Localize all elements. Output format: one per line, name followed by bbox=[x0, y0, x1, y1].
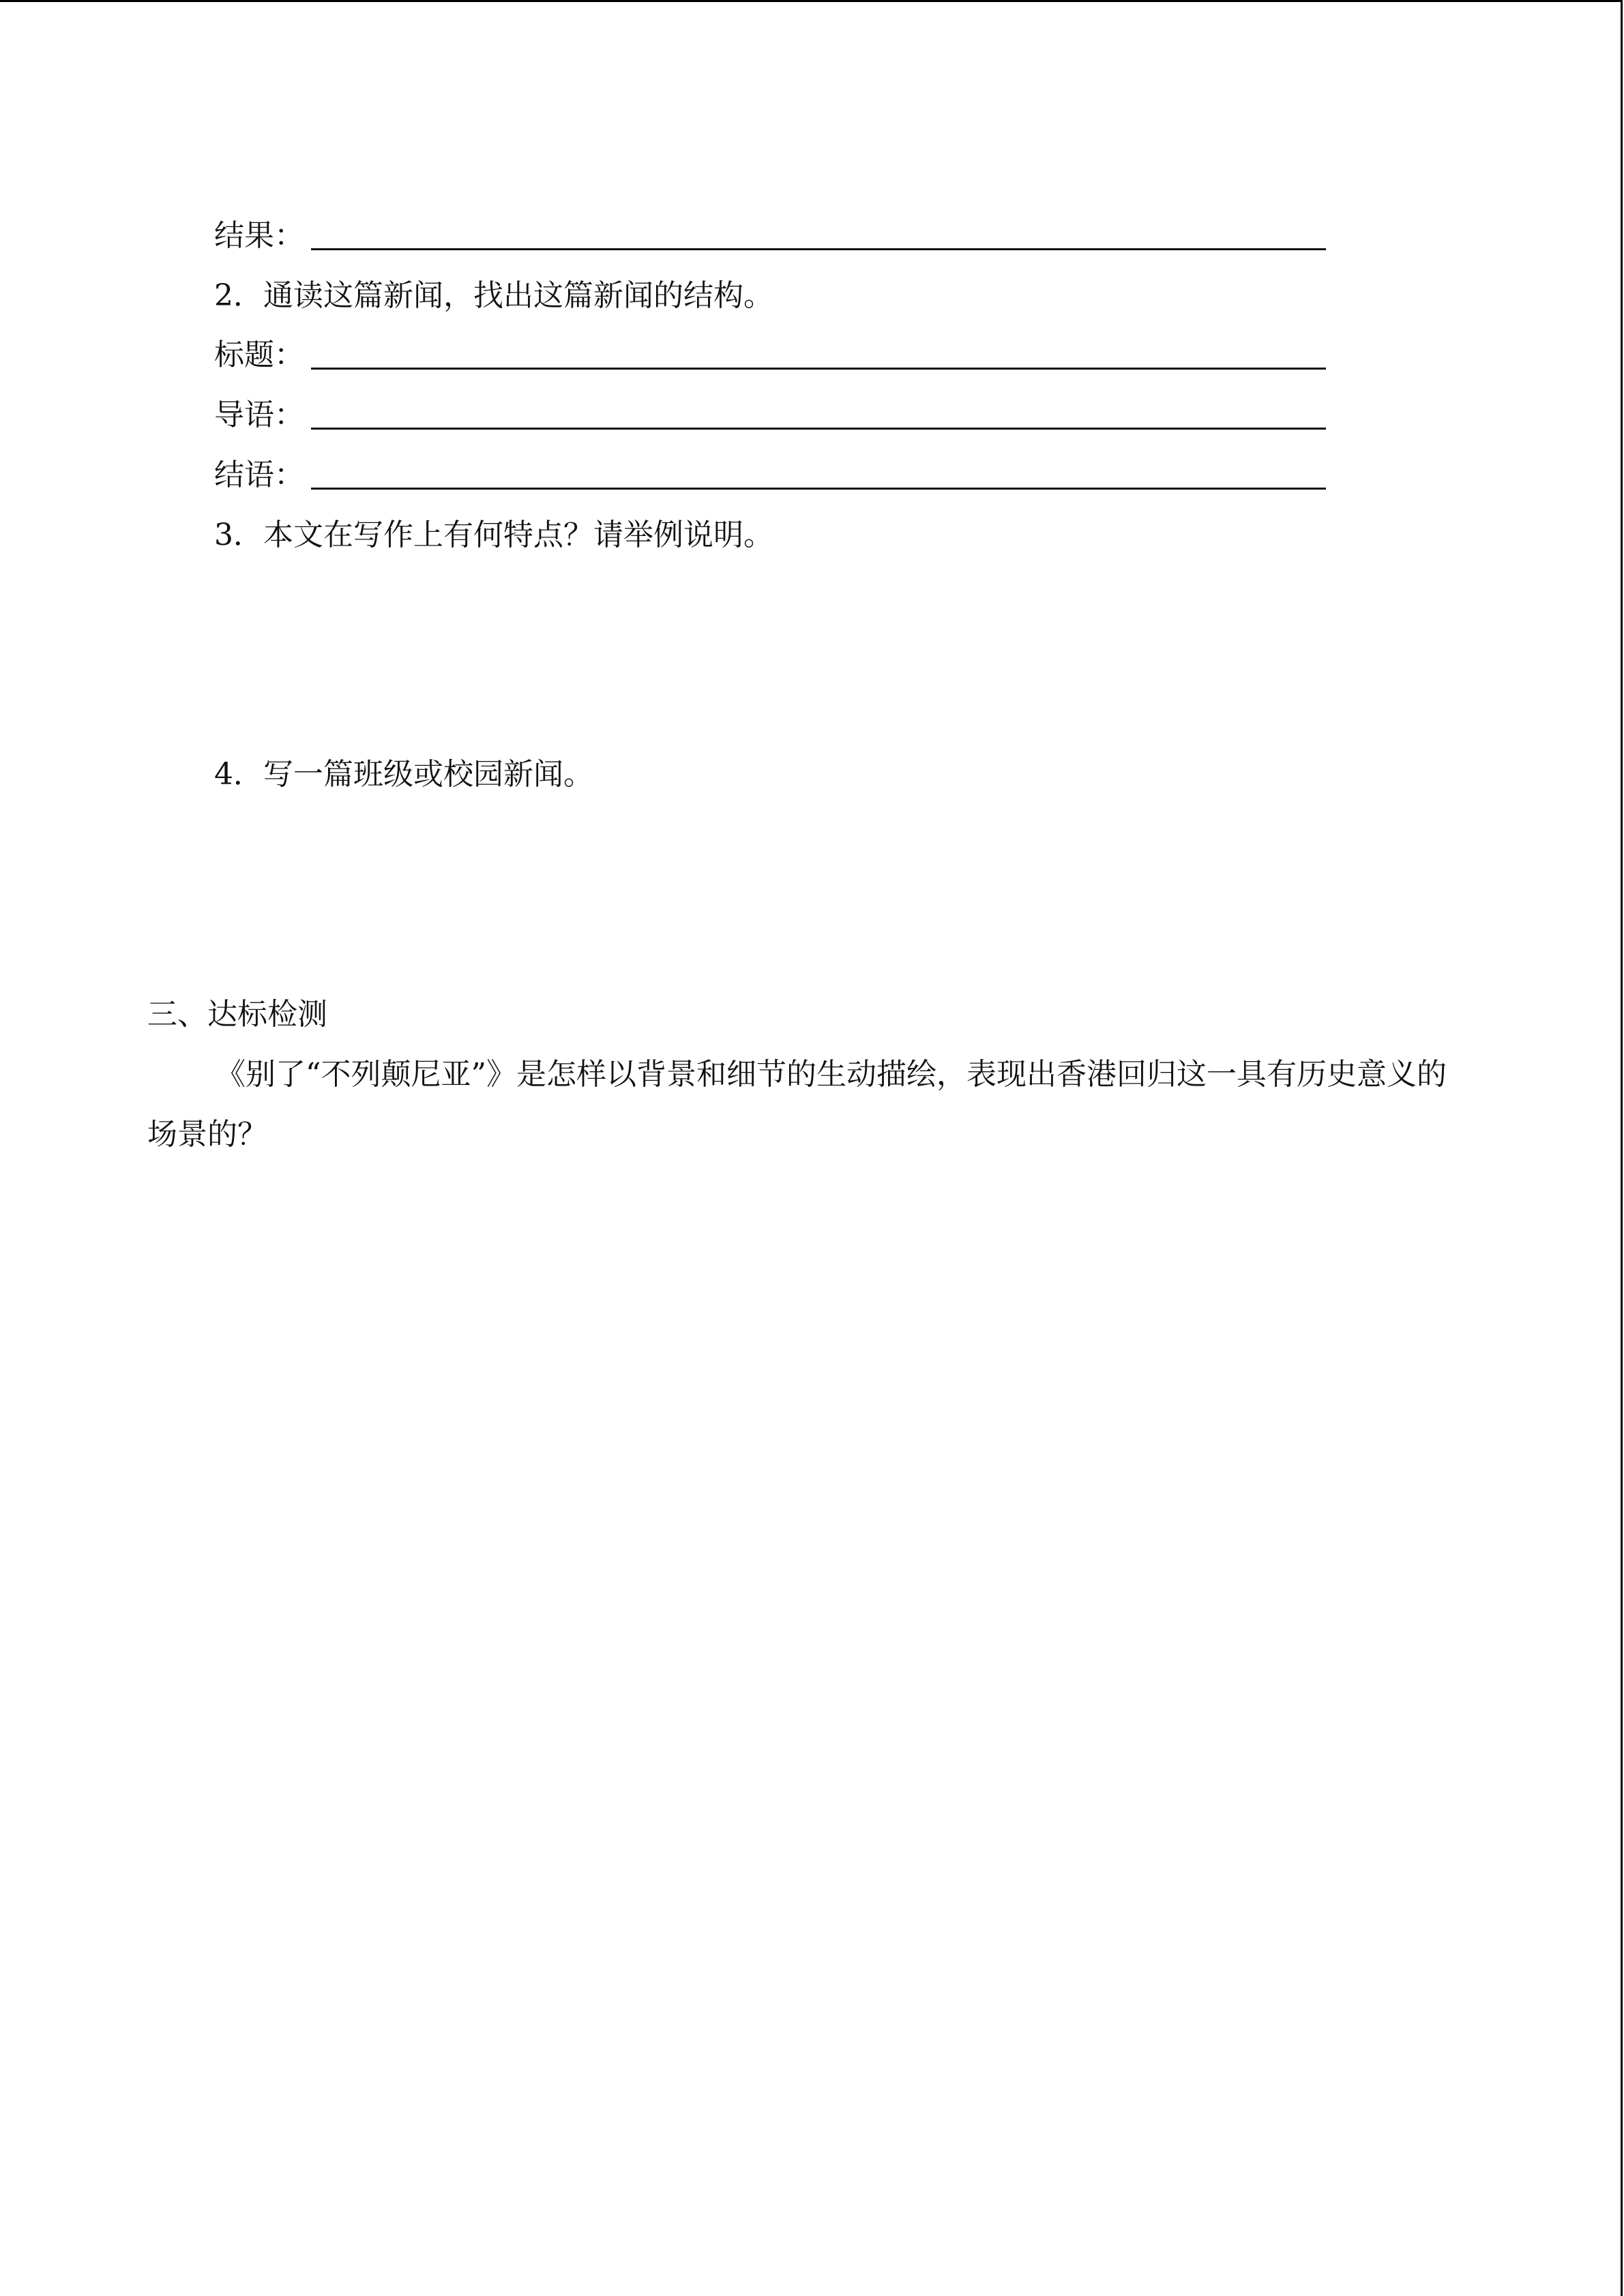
conclusion-label: 结语： bbox=[214, 458, 304, 492]
question-4: 4．写一篇班级或校园新闻。 bbox=[214, 757, 593, 792]
title-label: 标题： bbox=[214, 338, 304, 372]
title-answer-line[interactable] bbox=[311, 368, 1326, 370]
question-2: 2．通读这篇新闻，找出这篇新闻的结构。 bbox=[214, 278, 773, 313]
result-answer-line[interactable] bbox=[311, 248, 1326, 250]
conclusion-answer-line[interactable] bbox=[311, 488, 1326, 490]
question-3: 3．本文在写作上有何特点？请举例说明。 bbox=[214, 518, 773, 552]
section-3-heading: 三、达标检测 bbox=[147, 997, 327, 1032]
lead-field bbox=[214, 395, 1326, 436]
result-label: 结果： bbox=[214, 218, 304, 253]
lead-answer-line[interactable] bbox=[311, 428, 1326, 430]
conclusion-field bbox=[214, 455, 1326, 496]
lead-label: 导语： bbox=[214, 398, 304, 432]
title-field bbox=[214, 335, 1326, 376]
result-field bbox=[214, 215, 1326, 256]
section-3-prompt: 《别了“不列颠尼亚”》是怎样以背景和细节的生动描绘，表现出香港回归这一具有历史意义的场景的？ bbox=[147, 1057, 1447, 1152]
